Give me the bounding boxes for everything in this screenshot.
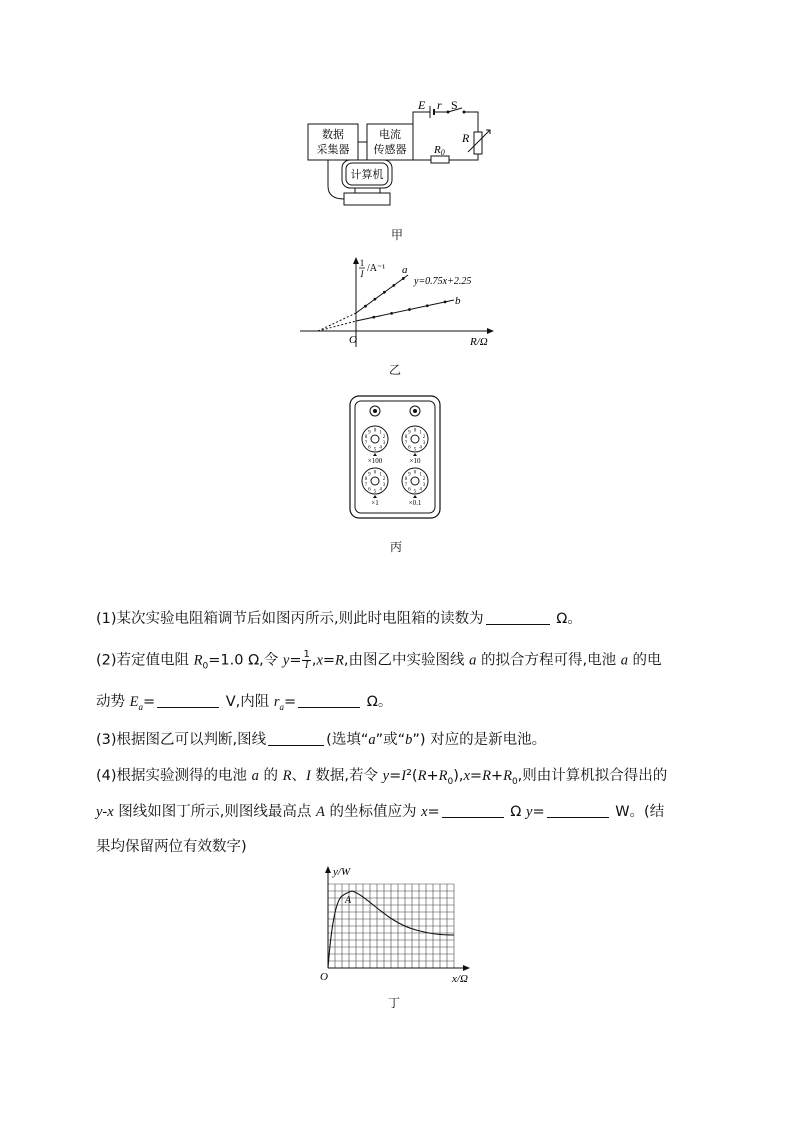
q4-R0-sub: 0 [447,776,454,787]
series-b-point [426,304,429,307]
q3-c: ”或“ [375,732,406,748]
q4-R2: R [417,768,427,784]
x-axis-label: x/Ω [452,973,468,985]
q4-R0: R [438,768,448,784]
q2-R: R [335,652,344,669]
q4-a-var: a [251,768,259,784]
series-a-point [383,291,386,294]
q2-x: x [316,652,323,669]
q3-opt-b: b [405,732,413,748]
q4-k: ,则由计算机拟合得出的 [517,768,668,784]
caption-yi: 乙 [388,363,401,377]
q1-unit: Ω。 [551,611,582,627]
q2-r: r [273,694,280,710]
q3-b: (选填“ [326,732,369,748]
question-4-line1 [96,766,667,792]
y-axis-label: y/W [333,866,351,878]
dial-digit: 0 [373,470,377,476]
q2-text-f: 的拟合方程可得,电池 [476,652,621,669]
series-a-point [374,298,377,301]
dial-digit: 7 [364,482,368,488]
data-collector-label-1: 数据 [322,128,344,141]
dial-digit: 3 [382,482,386,488]
dial-digit: 1 [419,472,422,478]
q4-e: = [389,768,402,784]
q4-l3: 果均保留两位有效数字) [96,839,247,855]
caption-bing: 丙 [389,540,402,554]
dial-digit: 0 [413,428,417,434]
q2-frac-den: I [304,660,309,671]
dial-digit: 2 [382,435,386,441]
q4-l2-g: W。(结 [610,804,665,820]
q4-R3: R [482,768,491,784]
q4-g: + [426,768,439,784]
q4-R0b-sub: 0 [511,776,518,787]
dial-digit: 9 [368,472,371,478]
q1-text: (1)某次实验电阻箱调节后如图丙所示,则此时电阻箱的读数为 [96,611,484,627]
q1-blank[interactable] [486,610,550,625]
q4-y: y [382,768,390,784]
q2-text-b: =1.0 Ω,令 [208,652,283,669]
y-axis-label-num: 1 [359,258,365,268]
q2-E: E [129,694,139,710]
q3-opt-a: a [368,732,376,748]
figure-ding-chart [316,862,486,987]
dial-digit: 0 [373,428,377,434]
q2-text-c: , [311,652,317,669]
q4-A: A [316,804,325,820]
question-1 [96,609,582,629]
computer-label: 计算机 [350,168,384,181]
caption-ding: 丁 [387,996,400,1010]
dial-digit: 1 [419,430,422,436]
dial-digit: 6 [368,487,371,493]
series-a-line [356,275,408,313]
dial-digit: 3 [422,482,426,488]
figure-jia-circuit [300,100,500,210]
question-3 [96,730,546,750]
q2-l2-c: V,内阻 [221,694,274,710]
q4-x2: x [421,804,428,820]
q2-resistance-blank[interactable] [298,693,360,708]
q3-a: (3)根据图乙可以判断,图线 [96,732,267,748]
dial-digit: 5 [413,447,417,453]
dial-digit: 4 [379,487,382,493]
dial-digit: 6 [368,445,371,451]
y-axis-unit: /A⁻¹ [367,263,386,274]
q4-b: 的 [258,768,283,784]
dial-digit: 8 [404,477,408,483]
dial-digit: 9 [408,430,411,436]
figure-yi-chart [296,255,506,350]
q2-l2-d: = [284,694,297,710]
dial-multiplier-label: ×0.1 [408,499,422,507]
q4-y2: y [526,804,533,820]
q2-text-a: (2)若定值电阻 [96,652,194,669]
label-r: r [437,98,442,112]
label-S: S [451,98,458,112]
q2-text-d: = [322,652,336,669]
series-b-point [408,308,411,311]
dial-digit: 5 [413,489,417,495]
dial-digit: 8 [404,435,408,441]
dial-digit: 4 [419,487,422,493]
series-b-point [444,301,447,304]
dial-multiplier-label: ×100 [367,457,383,465]
q4-l2-d: = [427,804,440,820]
q4-y-blank[interactable] [547,803,609,818]
y-axis-label-den: I [360,269,364,279]
label-R: R [462,131,470,145]
origin-label: O [320,971,328,983]
dial-multiplier-label: ×10 [409,457,421,465]
q2-r-sub: a [279,701,285,712]
label-R0: R0 [434,144,445,157]
q2-a-var: a [469,652,477,669]
dial-digit: 2 [422,477,426,483]
dial-digit: 6 [408,487,411,493]
q2-fraction [302,650,310,671]
q4-R0b: R [503,768,512,784]
dial-digit: 8 [364,477,368,483]
q3-d: ”) 对应的是新电池。 [412,732,547,748]
q4-d: 数据,若令 [310,768,383,784]
q4-j: + [490,768,504,784]
q4-i: = [469,768,483,784]
dial-digit: 6 [408,445,411,451]
q4-l2-a: y-x [96,804,114,820]
q4-a: (4)根据实验测得的电池 [96,768,252,784]
q4-f: ²( [406,768,418,784]
series-b-label: b [455,295,461,307]
current-sensor-label-2: 传感器 [373,143,407,156]
dial-digit: 9 [408,472,411,478]
x-axis-label: R/Ω [470,336,488,348]
dial-digit: 9 [368,430,371,436]
dial-digit: 7 [404,440,408,446]
series-b-point [372,316,375,319]
series-a-point [364,305,367,308]
dial-digit: 4 [379,445,382,451]
q2-r0-sub: 0 [202,661,209,672]
question-2-line1 [96,650,662,676]
q2-E-sub: a [138,701,143,712]
dial-digit: 5 [373,447,377,453]
dial-multiplier-label: ×1 [371,499,379,507]
q4-I2: I [401,768,407,784]
q4-l2-b: 图线如图丁所示,则图线最高点 [113,804,317,820]
q4-x-blank[interactable] [442,803,504,818]
data-collector-label-2: 采集器 [316,143,350,156]
q2-a-var2: a [620,652,628,669]
dial-digit: 7 [404,482,408,488]
peak-A-label: A [345,895,352,906]
question-4-line2 [96,802,664,822]
q2-l2-a: 动势 [96,694,130,710]
series-b-point [390,312,393,315]
dial-digit: 0 [413,470,417,476]
computer-base [344,193,390,205]
dial-digit: 2 [422,435,426,441]
dial-digit: 2 [382,477,386,483]
dial-digit: 1 [379,472,382,478]
dial-digit: 3 [382,440,386,446]
q4-I: I [305,768,311,784]
question-4-line3 [96,837,247,857]
series-a-point [392,284,395,287]
q2-text-e: ,由图乙中实验图线 [343,652,470,669]
question-2-line2 [96,692,392,717]
series-b-line [356,300,454,321]
current-sensor-label-1: 电流 [379,128,401,141]
q2-y: y [282,652,290,669]
series-a-point [402,277,405,280]
q2-frac-num: 1 [303,649,310,660]
series-a-equation: y=0.75x+2.25 [414,276,472,287]
dial-digit: 8 [364,435,368,441]
dial-digit: 3 [422,440,426,446]
q2-l2-b: = [142,694,156,710]
q4-c: 、 [291,768,306,784]
dial-digit: 4 [419,445,422,451]
dial-digit: 5 [373,489,377,495]
caption-jia: 甲 [390,228,403,242]
q2-emf-blank[interactable] [157,693,219,708]
q4-h: ), [453,768,464,784]
q4-x: x [463,768,470,784]
q4-l2-e: Ω [505,804,527,820]
series-a-label: a [402,264,408,276]
label-E: E [418,98,426,112]
q3-blank[interactable] [268,731,324,746]
figure-bing-resistance-box [349,395,441,519]
q2-r0: R [193,652,203,669]
q4-l2-f: = [532,804,545,820]
dial-digit: 1 [379,430,382,436]
q2-eq: = [289,652,302,669]
q2-text-g: 的电 [627,652,662,669]
q4-R: R [282,768,292,784]
dial-digit: 7 [364,440,368,446]
q2-l2-e: Ω。 [362,694,393,710]
q4-l2-c: 的坐标值应为 [324,804,422,820]
origin-label: O [349,334,357,346]
